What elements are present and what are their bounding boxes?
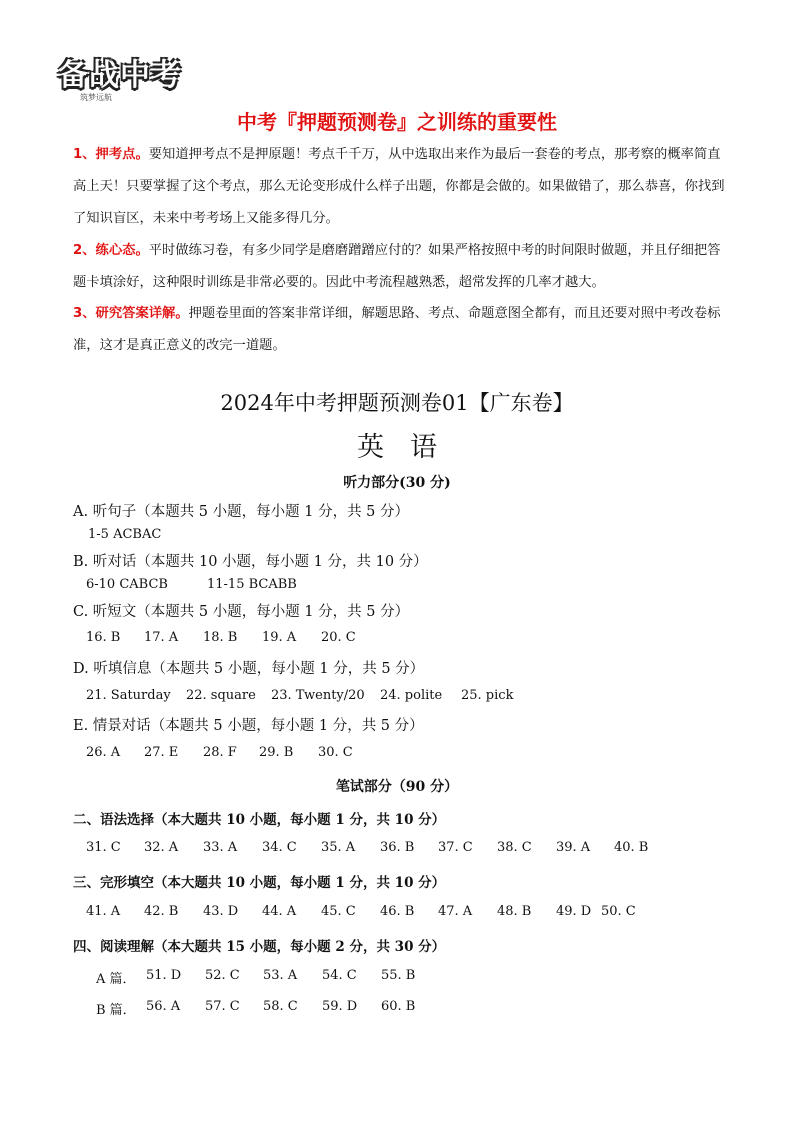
answer: 26. A	[86, 745, 121, 760]
answer: 51. D	[146, 968, 182, 983]
answer: 38. C	[497, 840, 532, 855]
answer: 58. C	[263, 999, 298, 1014]
writing-heading: 笔试部分（90 分）	[335, 779, 459, 795]
answer: 52. C	[205, 968, 240, 983]
answer: 39. A	[556, 840, 591, 855]
section-title: 四、阅读理解（本大题共 15 小题，每小题 2 分，共 30 分）	[73, 939, 446, 955]
answer: 1-5 ACBAC	[88, 527, 162, 542]
logo	[58, 50, 198, 112]
intro-point-label: 2、练心态。	[73, 243, 149, 258]
answer: 20. C	[321, 630, 356, 645]
answer: 44. A	[262, 904, 297, 919]
intro-title: 中考『押题预测卷』之训练的重要性	[237, 110, 557, 134]
answer: 50. C	[601, 904, 636, 919]
answer: 18. B	[203, 630, 238, 645]
intro-point-3	[73, 298, 725, 362]
answer: 28. F	[203, 745, 237, 760]
answer: 54. C	[322, 968, 357, 983]
section-title: B. 听对话（本题共 10 小题，每小题 1 分，共 10 分）	[73, 554, 428, 570]
section-title: E. 情景对话（本题共 5 小题，每小题 1 分，共 5 分）	[73, 718, 424, 734]
answer: 40. B	[614, 840, 649, 855]
answer: 22. square	[186, 688, 256, 703]
section-title: D. 听填信息（本题共 5 小题，每小题 1 分，共 5 分）	[73, 661, 425, 677]
answer: 25. pick	[461, 688, 514, 703]
answer: 57. C	[205, 999, 240, 1014]
answer: 41. A	[86, 904, 121, 919]
intro-point-1	[73, 139, 725, 235]
answer: 36. B	[380, 840, 415, 855]
intro-point-text: 要知道押考点不是押原题！考点千千万，从中选取出来作为最后一套卷的考点，那考察的概率简直高上天！只要掌握了这个考点，那么无论变形成什么样子出题，你都是会做的。如果做错了，那么恭喜，你找到了知识盲区，未来中考考场上又能多得几分。	[73, 147, 725, 226]
group-label: A 篇．	[96, 972, 136, 987]
answer: 35. A	[321, 840, 356, 855]
answer: 59. D	[322, 999, 358, 1014]
answer: 31. C	[86, 840, 121, 855]
intro-point-label: 1、押考点。	[73, 147, 149, 162]
answer: 55. B	[381, 968, 416, 983]
answer: 49. D	[556, 904, 592, 919]
answer: 43. D	[203, 904, 239, 919]
intro-point-text: 平时做练习卷，有多少同学是磨磨蹭蹭应付的？如果严格按照中考的时间限时做题，并且仔细把答题卡填涂好，这种限时训练是非常必要的。因此中考流程越熟悉，超常发挥的几率才越大。	[73, 243, 721, 290]
answer: 34. C	[262, 840, 297, 855]
answer: 47. A	[438, 904, 473, 919]
answer: 37. C	[438, 840, 473, 855]
answer: 48. B	[497, 904, 532, 919]
answer: 27. E	[144, 745, 179, 760]
answer: 53. A	[263, 968, 298, 983]
intro-point-2	[73, 235, 725, 299]
logo-subtitle: 筑梦远航	[80, 93, 112, 102]
answer: 24. polite	[380, 688, 443, 703]
listening-heading: 听力部分(30 分)	[343, 475, 451, 491]
answer: 19. A	[262, 630, 297, 645]
intro-point-text: 押题卷里面的答案非常详细，解题思路、考点、命题意图全都有，而且还要对照中考改卷标准，这才是真正意义的改完一道题。	[73, 306, 721, 353]
answer: 29. B	[259, 745, 294, 760]
answer: 60. B	[381, 999, 416, 1014]
answer: 6-10 CABCB	[86, 577, 168, 592]
section-title: 三、完形填空（本大题共 10 小题，每小题 1 分，共 10 分）	[73, 875, 446, 891]
answer: 21. Saturday	[86, 688, 171, 703]
answer: 45. C	[321, 904, 356, 919]
answer: 30. C	[318, 745, 353, 760]
exam-subject: 英语	[357, 432, 463, 463]
group-label: B 篇．	[96, 1003, 136, 1018]
answer: 11-15 BCABB	[207, 577, 297, 592]
intro-point-label: 3、研究答案详解。	[73, 306, 189, 321]
section-title: A. 听句子（本题共 5 小题，每小题 1 分，共 5 分）	[73, 504, 410, 520]
answer: 56. A	[146, 999, 181, 1014]
exam-title: 2024年中考押题预测卷01【广东卷】	[220, 391, 574, 415]
section-title: 二、语法选择（本大题共 10 小题，每小题 1 分，共 10 分）	[73, 812, 446, 828]
logo-text: 备战中考	[58, 58, 182, 93]
answer: 46. B	[380, 904, 415, 919]
answer: 16. B	[86, 630, 121, 645]
answer: 33. A	[203, 840, 238, 855]
answer: 17. A	[144, 630, 179, 645]
section-title: C. 听短文（本题共 5 小题，每小题 1 分，共 5 分）	[73, 604, 410, 620]
answer: 23. Twenty/20	[271, 688, 365, 703]
answer: 42. B	[144, 904, 179, 919]
answer: 32. A	[144, 840, 179, 855]
